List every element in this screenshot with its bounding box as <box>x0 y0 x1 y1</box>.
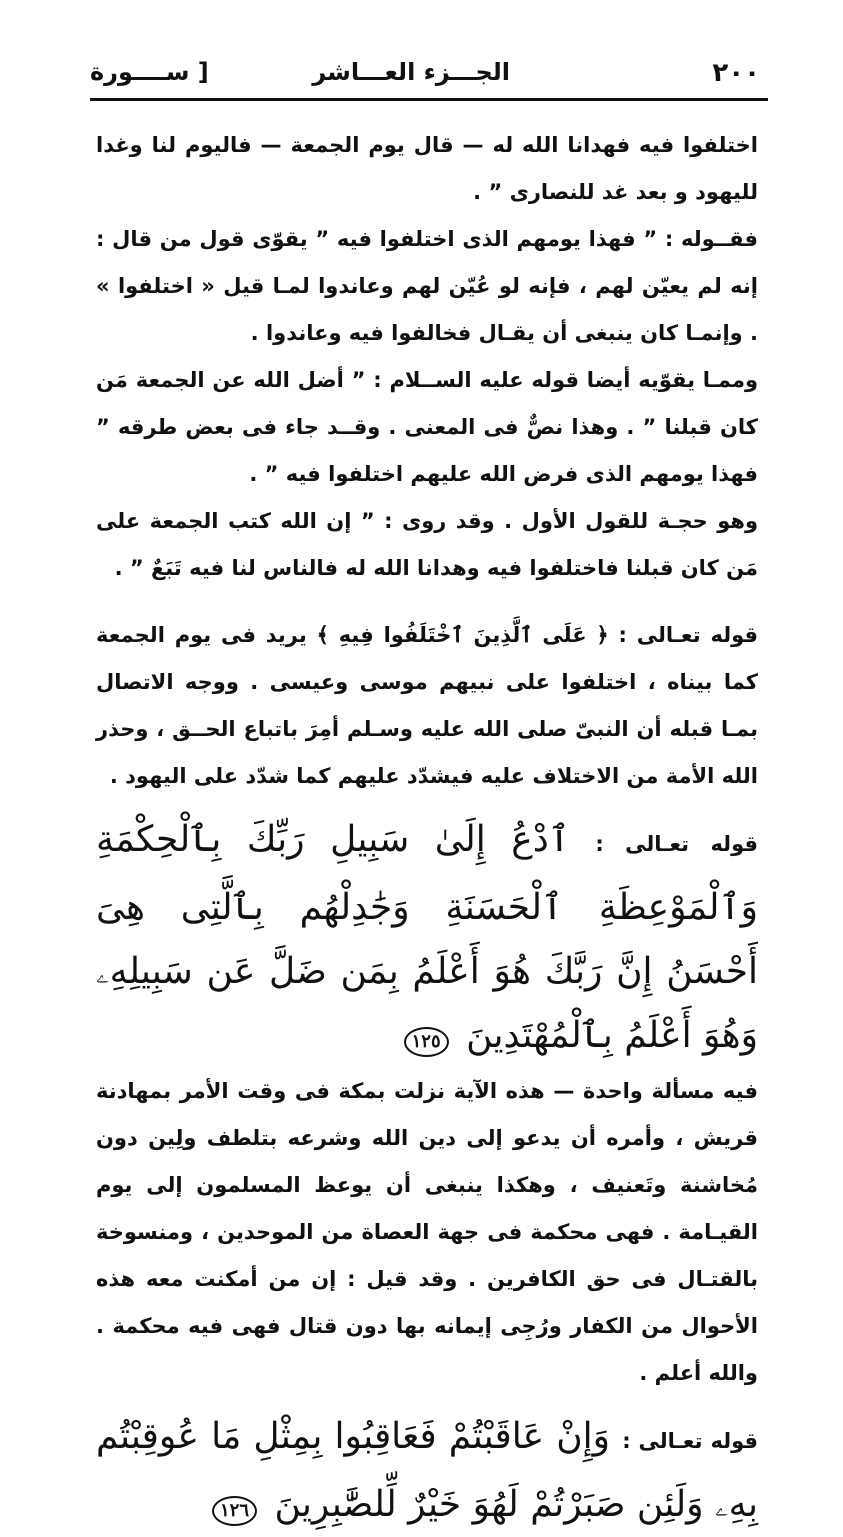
quran-verse-126 <box>96 1405 758 1537</box>
paragraph-commentary: فيه مسألة واحدة — هذه الآية نزلت بمكة فى وقت الأمر بمهادنة قريش ، وأمره أن يدعو إلى دين الله وشرعه بتلطف ولِين دون مُخاشنة وتَعنيف ، وهكذا ينبغى أن يوعظ المسلمون إلى يوم القيـامة . فهى محكمة فى جهة العصاة من الموحدين ، ومنسوخة بالقتـال فى حق الكافرين . وقد قيل : إن من أمكنت معه هذه الأحوال من الكفار ورُجِى إيمانه بها دون قتال فهى فيه محكمة . والله أعلم . <box>96 1079 758 1385</box>
paragraph-2: فقــوله : ” فهذا يومهم الذى اختلفوا فيه ” يقوّى قول من قال : إنه لم يعيّن لهم ، فإنه لو عُيّن لهم وعاندوا لمـا قيل « اختلفوا » . وإنمـا كان ينبغى أن يقـال فخالفوا فيه وعاندوا . <box>96 227 758 345</box>
ayah-number: ١٢٦ <box>212 1496 257 1526</box>
header-rule <box>90 98 768 101</box>
ayah-number: ١٢٥ <box>404 1027 449 1057</box>
paragraph-5: قوله تعـالى : ﴿ عَلَى ٱلَّذِينَ ٱخْتَلَفُوا فِيهِ ﴾ يريد فى يوم الجمعة كما بيناه ، اختلفوا على نبيهم موسى وعيسى . ووجه الاتصال بمـا قبله أن النبىّ صلى الله عليه وسـلم أمِرَ باتباع الحــق ، وحذر الله الأمة من الاختلاف عليه فيشدّد عليهم كما شدّد على اليهود . <box>96 623 758 788</box>
part-title: الجـــزء العـــاشر <box>312 58 510 86</box>
verse-lead: قوله تعـالى : <box>622 1429 758 1453</box>
verse-text: وَإِنْ عَاقَبْتُمْ فَعَاقِبُوا بِمِثْلِ مَا عُوقِبْتُم بِهِۦ وَلَئِن صَبَرْتُمْ لَهُوَ خَيْرٌ لِّلصَّٰبِرِينَ <box>96 1416 758 1525</box>
verse-lead: قوله تعـالى : <box>595 832 758 856</box>
surah-label: [ ســــورة <box>90 58 209 86</box>
paragraph-3: وممـا يقوّيه أيضا قوله عليه الســلام : ” أضل الله عن الجمعة مَن كان قبلنا ” . وهذا نصٌّ فى المعنى . وقــد جاء فى بعض طرقه ” فهذا يومهم الذى فرض الله عليهم اختلفوا فيه ” . <box>96 368 758 486</box>
verse-text: ٱدْعُ إِلَىٰ سَبِيلِ رَبِّكَ بِٱلْحِكْمَةِ وَٱلْمَوْعِظَةِ ٱلْحَسَنَةِ وَجَٰدِلْهُم بِٱلَّتِى هِىَ أَحْسَنُ إِنَّ رَبَّكَ هُوَ أَعْلَمُ بِمَن ضَلَّ عَن سَبِيلِهِۦ وَهُوَ أَعْلَمُ بِٱلْمُهْتَدِينَ <box>96 819 758 1056</box>
page-header <box>90 52 770 100</box>
page-body <box>96 122 758 1537</box>
page-number: ٢٠٠ <box>712 58 760 88</box>
quran-verse-125 <box>96 808 758 1068</box>
paragraph-1: اختلفوا فيه فهدانا الله له — قال يوم الجمعة — فاليوم لنا وغدا لليهود و بعد غد للنصارى ” . <box>96 133 758 204</box>
paragraph-4: وهو حجـة للقول الأول . وقد روى : ” إن الله كتب الجمعة على مَن كان قبلنا فاختلفوا فيه وهدانا الله له فالناس لنا فيه تَبَعٌ ” . <box>96 509 758 580</box>
